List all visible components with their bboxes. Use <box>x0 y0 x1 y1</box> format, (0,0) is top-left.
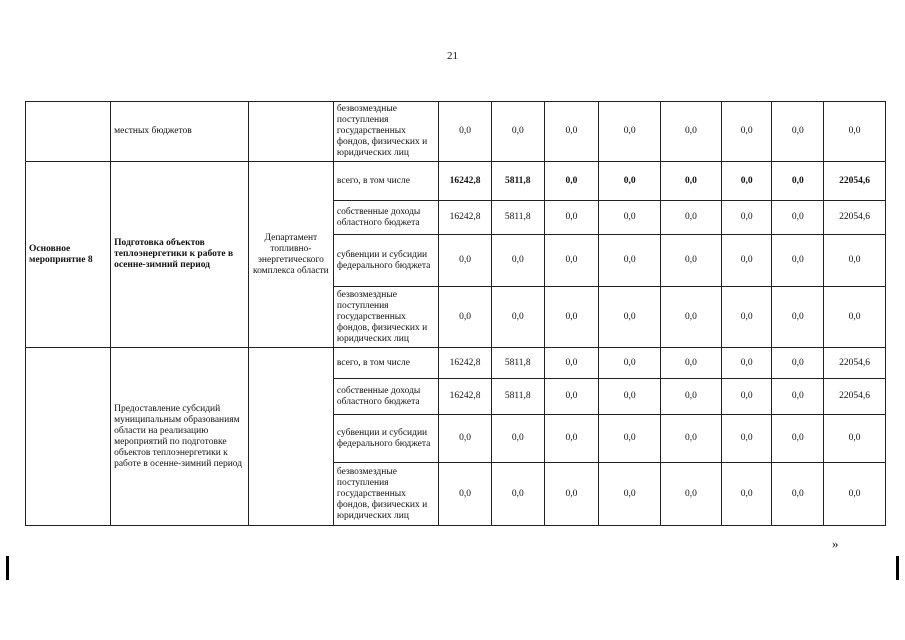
value-cell: 0,0 <box>772 348 824 379</box>
value-cell: 22054,6 <box>824 379 886 415</box>
value-cell: 5811,8 <box>491 348 544 379</box>
value-cell: 0,0 <box>544 348 599 379</box>
value-cell: 0,0 <box>721 162 772 201</box>
value-cell: 0,0 <box>491 415 544 463</box>
value-cell: 0,0 <box>661 287 722 348</box>
value-cell: 0,0 <box>661 379 722 415</box>
value-cell: 0,0 <box>721 102 772 162</box>
responsible-department <box>248 348 333 526</box>
value-cell: 22054,6 <box>824 201 886 235</box>
source-cell: всего, в том числе <box>333 162 438 201</box>
value-cell: 0,0 <box>721 235 772 287</box>
source-cell: безвозмездные поступления государственных фондов, физических и юридических лиц <box>333 102 438 162</box>
department-cell <box>248 102 333 162</box>
value-cell: 0,0 <box>544 463 599 526</box>
value-cell: 0,0 <box>721 287 772 348</box>
value-cell: 0,0 <box>544 287 599 348</box>
value-cell: 0,0 <box>544 379 599 415</box>
source-cell: собственные доходы областного бюджета <box>333 379 438 415</box>
value-cell: 0,0 <box>721 415 772 463</box>
value-cell: 0,0 <box>599 415 661 463</box>
value-cell: 0,0 <box>661 415 722 463</box>
source-cell: субвенции и субсидии федерального бюджета <box>333 235 438 287</box>
value-cell: 16242,8 <box>439 201 492 235</box>
source-cell: безвозмездные поступления государственных фондов, физических и юридических лиц <box>333 463 438 526</box>
measure-description: Подготовка объектов теплоэнергетики к работе в осенне-зимний период <box>111 162 249 348</box>
value-cell: 0,0 <box>439 463 492 526</box>
scan-edge-mark <box>6 556 9 580</box>
value-cell: 0,0 <box>824 415 886 463</box>
value-cell: 0,0 <box>661 463 722 526</box>
value-cell: 0,0 <box>599 162 661 201</box>
value-cell: 0,0 <box>544 201 599 235</box>
value-cell: 0,0 <box>721 348 772 379</box>
value-cell: 0,0 <box>599 287 661 348</box>
source-cell: безвозмездные поступления государственных фондов, физических и юридических лиц <box>333 287 438 348</box>
value-cell: 0,0 <box>439 287 492 348</box>
value-cell: 0,0 <box>661 102 722 162</box>
table-row-top <box>26 102 886 162</box>
table-row <box>26 348 886 379</box>
closing-quote: » <box>832 536 839 551</box>
value-cell: 0,0 <box>491 463 544 526</box>
page-number: 21 <box>447 50 458 62</box>
source-cell: субвенции и субсидии федерального бюджета <box>333 415 438 463</box>
value-cell: 0,0 <box>544 235 599 287</box>
value-cell: 0,0 <box>721 201 772 235</box>
value-cell: 5811,8 <box>491 379 544 415</box>
value-cell: 0,0 <box>772 415 824 463</box>
value-cell: 16242,8 <box>439 162 492 201</box>
value-cell: 22054,6 <box>824 162 886 201</box>
value-cell: 0,0 <box>772 162 824 201</box>
value-cell: 0,0 <box>599 379 661 415</box>
value-cell: 22054,6 <box>824 348 886 379</box>
value-cell: 0,0 <box>661 201 722 235</box>
value-cell: 0,0 <box>824 235 886 287</box>
value-cell: 0,0 <box>824 463 886 526</box>
value-cell: 0,0 <box>599 235 661 287</box>
responsible-department: Департамент топливно-энергетического комплекса области <box>248 162 333 348</box>
value-cell: 0,0 <box>599 102 661 162</box>
value-cell: 0,0 <box>599 463 661 526</box>
budget-table <box>25 101 886 526</box>
value-cell: 0,0 <box>772 463 824 526</box>
value-cell: 0,0 <box>772 235 824 287</box>
value-cell: 5811,8 <box>491 162 544 201</box>
value-cell: 0,0 <box>772 201 824 235</box>
scan-edge-mark <box>896 556 899 580</box>
value-cell: 16242,8 <box>439 348 492 379</box>
value-cell: 0,0 <box>661 348 722 379</box>
value-cell: 0,0 <box>661 235 722 287</box>
value-cell: 0,0 <box>544 415 599 463</box>
value-cell: 0,0 <box>491 287 544 348</box>
value-cell: 5811,8 <box>491 201 544 235</box>
value-cell: 0,0 <box>544 102 599 162</box>
value-cell: 0,0 <box>599 201 661 235</box>
measure-label <box>26 348 111 526</box>
value-cell: 0,0 <box>439 235 492 287</box>
value-cell: 16242,8 <box>439 379 492 415</box>
value-cell: 0,0 <box>772 102 824 162</box>
value-cell: 0,0 <box>491 235 544 287</box>
measure-description: Предоставление субсидий муниципальным образованиям области на реализацию мероприятий по подготовке объектов теплоэнергетики к работе в осенне-зимний период <box>111 348 249 526</box>
value-cell: 0,0 <box>599 348 661 379</box>
measure-label: Основное мероприятие 8 <box>26 162 111 348</box>
value-cell: 0,0 <box>824 287 886 348</box>
value-cell: 0,0 <box>772 287 824 348</box>
value-cell: 0,0 <box>544 162 599 201</box>
label-cell <box>26 102 111 162</box>
value-cell: 0,0 <box>721 463 772 526</box>
table-row <box>26 162 886 201</box>
description-cell: местных бюджетов <box>111 102 249 162</box>
value-cell: 0,0 <box>661 162 722 201</box>
value-cell: 0,0 <box>439 102 492 162</box>
value-cell: 0,0 <box>491 102 544 162</box>
value-cell: 0,0 <box>824 102 886 162</box>
source-cell: всего, в том числе <box>333 348 438 379</box>
value-cell: 0,0 <box>439 415 492 463</box>
value-cell: 0,0 <box>721 379 772 415</box>
value-cell: 0,0 <box>772 379 824 415</box>
source-cell: собственные доходы областного бюджета <box>333 201 438 235</box>
